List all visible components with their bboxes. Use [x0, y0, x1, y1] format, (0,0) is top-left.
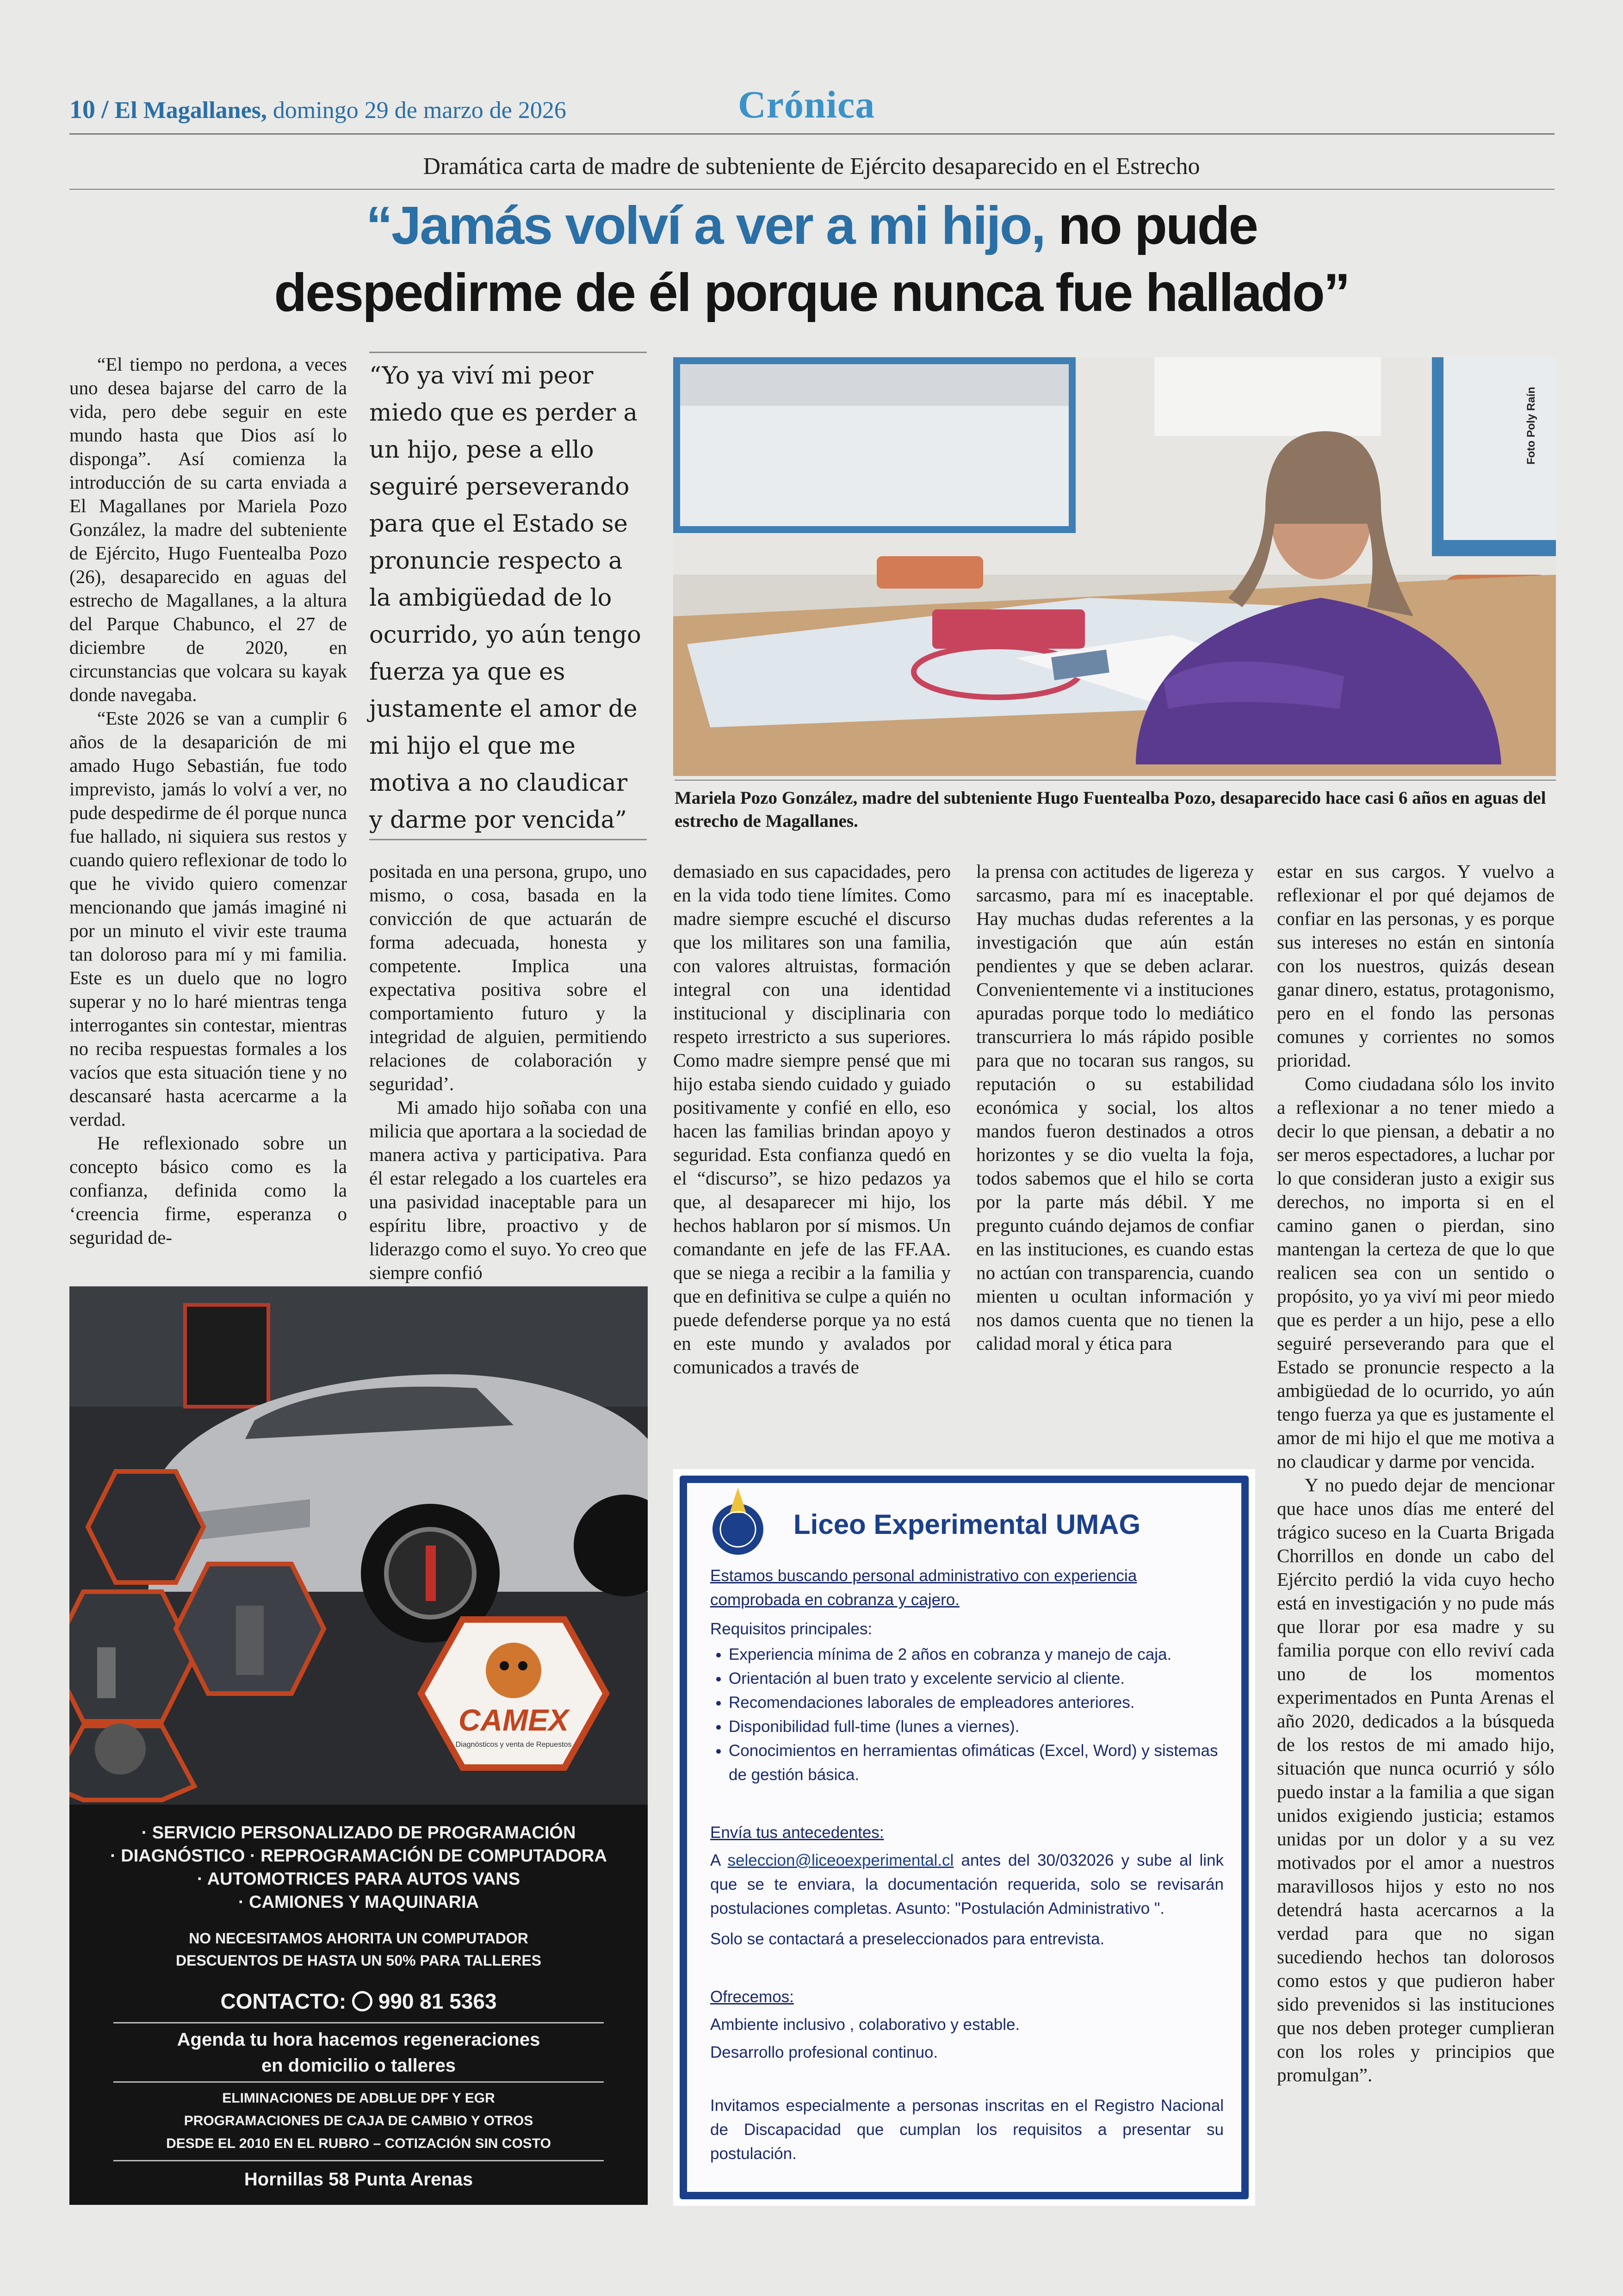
- whatsapp-icon: [352, 1991, 372, 2011]
- umag-intro: [710, 1564, 1137, 1612]
- camex-photo-collage: [69, 1286, 648, 1805]
- pull-quote: “Yo ya viví mi peor miedo que es perder a un hijo, pese a ello seguiré perseverando para que el Estado se pronuncie respecto a la ambigüedad de lo ocurrido, yo aún tengo fuerza ya que es justamente el amor de mi hijo el que me motiva a no claudicar y darme por vencida”: [369, 352, 647, 840]
- service-item: · DIAGNÓSTICO · REPROGRAMACIÓN DE COMPUTADORA: [110, 1846, 607, 1866]
- send-instructions: [710, 1849, 1224, 1921]
- agenda-line: Agenda tu hora hacemos regeneraciones: [177, 2029, 540, 2050]
- extra-line: PROGRAMACIONES DE CAJA DE CAMBIO Y OTROS: [184, 2113, 533, 2128]
- paragraph: Como ciudadana sólo los invito a reflexionar a no tener miedo a decir lo que piensan, a debatir a no ser meros espectadores, a luchar por lo que consideran justo a exigir sus derechos, no importa si en el camino ganen o pierdan, sino mantengan la certeza de que lo que realicen sea con un sentido o propósito, yo ya viví mi peor miedo que es perder a un hijo, pese a ello seguiré perseverando para que el Estado se pronuncie respecto a la ambigüedad de lo ocurrido, yo aún tengo fuerza ya que es justamente el amor de mi hijo el que me motiva a no claudicar y darme por vencida.: [1277, 1073, 1555, 1472]
- paragraph: demasiado en sus capacidades, pero en la vida todo tiene límites. Como madre siempre escuché el discurso que los militares son una familia, con valores altruistas, formación integral con una identidad institucional y disciplinaria con respeto irrestricto a sus superiores. Como madre siempre pensé que mi hijo estaba siendo cuidado y guiado positivamente y confié en ello, eso hacen las familias brindan apoyo y seguridad. Esta confianza quedó en el “discurso”, se hizo pedazos ya que, al desaparecer mi hijo, los hechos hablaron por sí mismos. Un comandante en jefe de las FF.AA. que se niega a recibir a la familia y que en definitiva se culpe a quién no puede defenderse porque ya no está en este mundo y avalados por comunicados a través de: [673, 861, 951, 1378]
- requirements-list: [710, 1643, 1224, 1787]
- send-text: antes del 30/032026 y sube al link que se te enviara, la documentación requerida, solo se revisarán postulaciones completas. Asunto: "Postulación Administrativo ".: [710, 1851, 1224, 1917]
- paragraph: “Este 2026 se van a cumplir 6 años de la desaparición de mi amado Hugo Sebastián, fue todo imprevisto, jamás lo volví a ver, no pude despedirme de él porque nunca fue hallado, ni siquiera sus restos y cuando quiero reflexionar de todo lo que he vivido quiero comenzar mencionando que jamás imaginé ni por un minuto el vivir este trauma tan doloroso para mí y mi familia. Este es un duelo que no logro superar y no lo haré mientras tenga interrogantes sin contestar, mientras no reciba respuestas formales a los vacíos que esta situación tiene y no descansaré hasta acercarme a la verdad.: [69, 707, 347, 1130]
- camex-extra-services: [69, 2087, 648, 2155]
- paragraph: Mi amado hijo soñaba con una milicia que aportara a la sociedad de manera activa y participativa. Para él estar relegado a los cuarteles era una pasividad inaceptable para un espíritu libre, proactivo y de liderazgo como el suyo. Yo creo que siempre confió: [369, 1097, 647, 1283]
- send-title: Envía tus antecedentes:: [710, 1824, 884, 1842]
- headline-part1: no pude: [1044, 195, 1258, 255]
- email-link[interactable]: seleccion@liceoexperimental.cl: [727, 1851, 954, 1869]
- photo-credit-text: Foto Poly Raín: [1525, 387, 1537, 465]
- article-column-4: [976, 860, 1254, 1355]
- offer-title: Ofrecemos:: [710, 1988, 794, 2006]
- section-title: Crónica: [738, 83, 875, 126]
- article-kicker: Dramática carta de madre de subteniente de Ejército desaparecido en el Estrecho: [423, 153, 1200, 180]
- article-column-5: [1277, 860, 1555, 2087]
- requirement-item: • Orientación al buen trato y excelente servicio al cliente.: [729, 1667, 1224, 1691]
- paragraph: “El tiempo no perdona, a veces uno desea bajarse del carro de la vida, pero debe seguir en este mundo hasta que Dios así lo disponga”. Así comienza la introducción de su carta enviada a El Magallanes por Mariela Pozo González, la madre del subteniente de Ejército, Hugo Fuentealba Pozo (26), desaparecido en aguas del estrecho de Magallanes, a la altura del Parque Chabunco, el 27 de diciembre de 2020, en circunstancias que volcara su kayak donde navegaba.: [69, 354, 347, 705]
- camex-address: Hornillas 58 Punta Arenas: [244, 2169, 473, 2190]
- headline-quote: “Jamás volví a ver a mi hijo,: [365, 195, 1045, 255]
- page-header: [69, 95, 566, 124]
- article-photo: [673, 357, 1556, 776]
- intro-line: Estamos buscando personal administrativo con experiencia: [710, 1567, 1137, 1585]
- article-column-3: [673, 860, 951, 1379]
- photo-caption: Mariela Pozo González, madre del subteniente Hugo Fuentealba Pozo, desaparecido hace casi 6 años en aguas del estrecho de Magallanes.: [675, 788, 1546, 831]
- camex-note: DESCUENTOS DE HASTA UN 50% PARA TALLERES: [175, 1952, 541, 1969]
- service-item: · AUTOMOTRICES PARA AUTOS VANS: [197, 1869, 520, 1889]
- requirement-item: • Recomendaciones laborales de empleadores anteriores.: [729, 1691, 1224, 1715]
- camex-logo-subtitle: Diagnósticos y venta de Repuestos: [455, 1741, 572, 1749]
- closing-text: Invitamos especialmente a personas inscritas en el Registro Nacional de Discapacidad que cumplan los requisitos a presentar su postulación.: [710, 2097, 1224, 2163]
- paragraph: He reflexionado sobre un concepto básico como es la confianza, definida como la ‘creencia firme, esperanza o seguridad de-: [69, 1132, 347, 1248]
- paper-name: El Magallanes,: [114, 97, 267, 124]
- camex-advertisement: [69, 1286, 648, 2205]
- contact-note: Solo se contactará a preseleccionados para entrevista.: [710, 1930, 1105, 1948]
- agenda-line: en domicilio o talleres: [261, 2055, 456, 2076]
- camex-services: [69, 1821, 648, 1914]
- paragraph: Y no puedo dejar de mencionar que hace unos días me enteré del trágico suceso en la Cuarta Brigada Chorrillos en donde un cabo del Ejército perdió la vida cuyo hecho está en investigación y no pude más que llorar por esa madre y su familia porque con ello reviví cada uno de los momentos experimentados en Punta Arenas el año 2020, dedicados a la búsqueda de los restos de mi amado hijo, situación que nunca ocurrió y sólo puedo instar a la familia a que sigan unidos exigiendo justicia; estamos unidas por un dolor y a su vez motivados por el amor a nuestros maravillosos hijos y esto no nos detendrá hasta acercarnos a la verdad para que no sigan sucediendo hechos tan dolorosos como estos y que pudieron haber sido prevenidos si las instituciones que nos deben proteger cumplieran con los roles y principios que promulgan”.: [1277, 1474, 1555, 2085]
- article-column-2: [369, 860, 647, 1285]
- camex-agenda: [69, 2027, 648, 2079]
- camex-logo: CAMEX: [458, 1703, 569, 1737]
- paragraph: positada en una persona, grupo, uno mismo, o cosa, basada en la convicción de que actuarán de forma adecuada, honesta y competente. Implica una expectativa positiva sobre el comportamiento futuro y la integridad de alguien, permitiendo relaciones de colaboración y seguridad’.: [369, 861, 647, 1094]
- requirements-title: Requisitos principales:: [710, 1620, 873, 1638]
- requirement-item: • Conocimientos en herramientas ofimáticas (Excel, Word) y sistemas de gestión básica.: [729, 1739, 1224, 1787]
- extra-line: DESDE EL 2010 EN EL RUBRO – COTIZACIÓN SIN COSTO: [166, 2136, 551, 2151]
- contact-label: CONTACTO:: [220, 1989, 347, 2013]
- divider: [113, 2160, 604, 2161]
- photo-illustration: [673, 357, 1556, 776]
- umag-advertisement: [673, 1469, 1255, 2206]
- umag-title: Liceo Experimental UMAG: [793, 1509, 1141, 1540]
- offer-item: Desarrollo profesional continuo.: [710, 2043, 938, 2061]
- issue-date: domingo 29 de marzo de 2026: [273, 97, 566, 124]
- camex-contact: [69, 1987, 648, 2015]
- camex-notes: [69, 1927, 648, 1972]
- article-column-1: [69, 353, 347, 1249]
- requirement-item: • Disponibilidad full-time (lunes a viernes).: [729, 1715, 1224, 1739]
- paragraph: la prensa con actitudes de ligereza y sarcasmo, para mí es inaceptable. Hay muchas dudas referentes a la investigación que aún están pendientes y que se deben aclarar. Convenientemente vi a instituciones apuradas porque todo lo mediático transcurriera lo más rápido posible para que no tocaran sus rangos, su reputación o su estabilidad económica y social, los altos mandos fueron destinados a otros horizontes y se dio vuelta la foja, todos sabemos que el hilo se corta por la parte más débil. Y me pregunto cuándo dejamos de confiar en las instituciones, es cuando estas no actúan con transparencia, cuando mienten u ocultan información y nos damos cuenta que no tienen la calidad moral y ética para: [976, 861, 1254, 1354]
- umag-frame: [680, 1476, 1249, 2199]
- page-number: 10: [69, 95, 95, 124]
- article-headline: [69, 192, 1554, 326]
- service-item: · SERVICIO PERSONALIZADO DE PROGRAMACIÓN: [141, 1823, 576, 1843]
- headline-part2: despedirme de él porque nunca fue hallado”: [274, 262, 1349, 323]
- offer-item: Ambiente inclusivo , colaborativo y estable.: [710, 2016, 1020, 2034]
- umag-logo-icon: [706, 1488, 770, 1557]
- header-rule: [69, 133, 1555, 135]
- send-prefix: A: [710, 1851, 728, 1869]
- extra-line: ELIMINACIONES DE ADBLUE DPF Y EGR: [222, 2091, 495, 2106]
- camex-note: NO NECESITAMOS AHORITA UN COMPUTADOR: [189, 1930, 528, 1947]
- photo-credit: [1518, 352, 1545, 477]
- caption-rule: [675, 780, 1556, 781]
- kicker-rule: [69, 189, 1555, 190]
- contact-phone[interactable]: 990 81 5363: [378, 1989, 497, 2013]
- header-slash: /: [101, 95, 109, 124]
- divider: [113, 2022, 604, 2023]
- paragraph: estar en sus cargos. Y vuelvo a reflexionar el por qué dejamos de confiar en las personas, y es porque sus intereses no están en sintonía con los nuestros, quizás desean ganar dinero, estatus, protagonismo, pero en el fondo las personas comunes y corrientes no somos prioridad.: [1277, 861, 1555, 1071]
- requirement-item: • Experiencia mínima de 2 años en cobranza y manejo de caja.: [729, 1643, 1224, 1667]
- service-item: · CAMIONES Y MAQUINARIA: [238, 1893, 479, 1912]
- intro-line: comprobada en cobranza y cajero.: [710, 1591, 960, 1609]
- divider: [113, 2081, 604, 2083]
